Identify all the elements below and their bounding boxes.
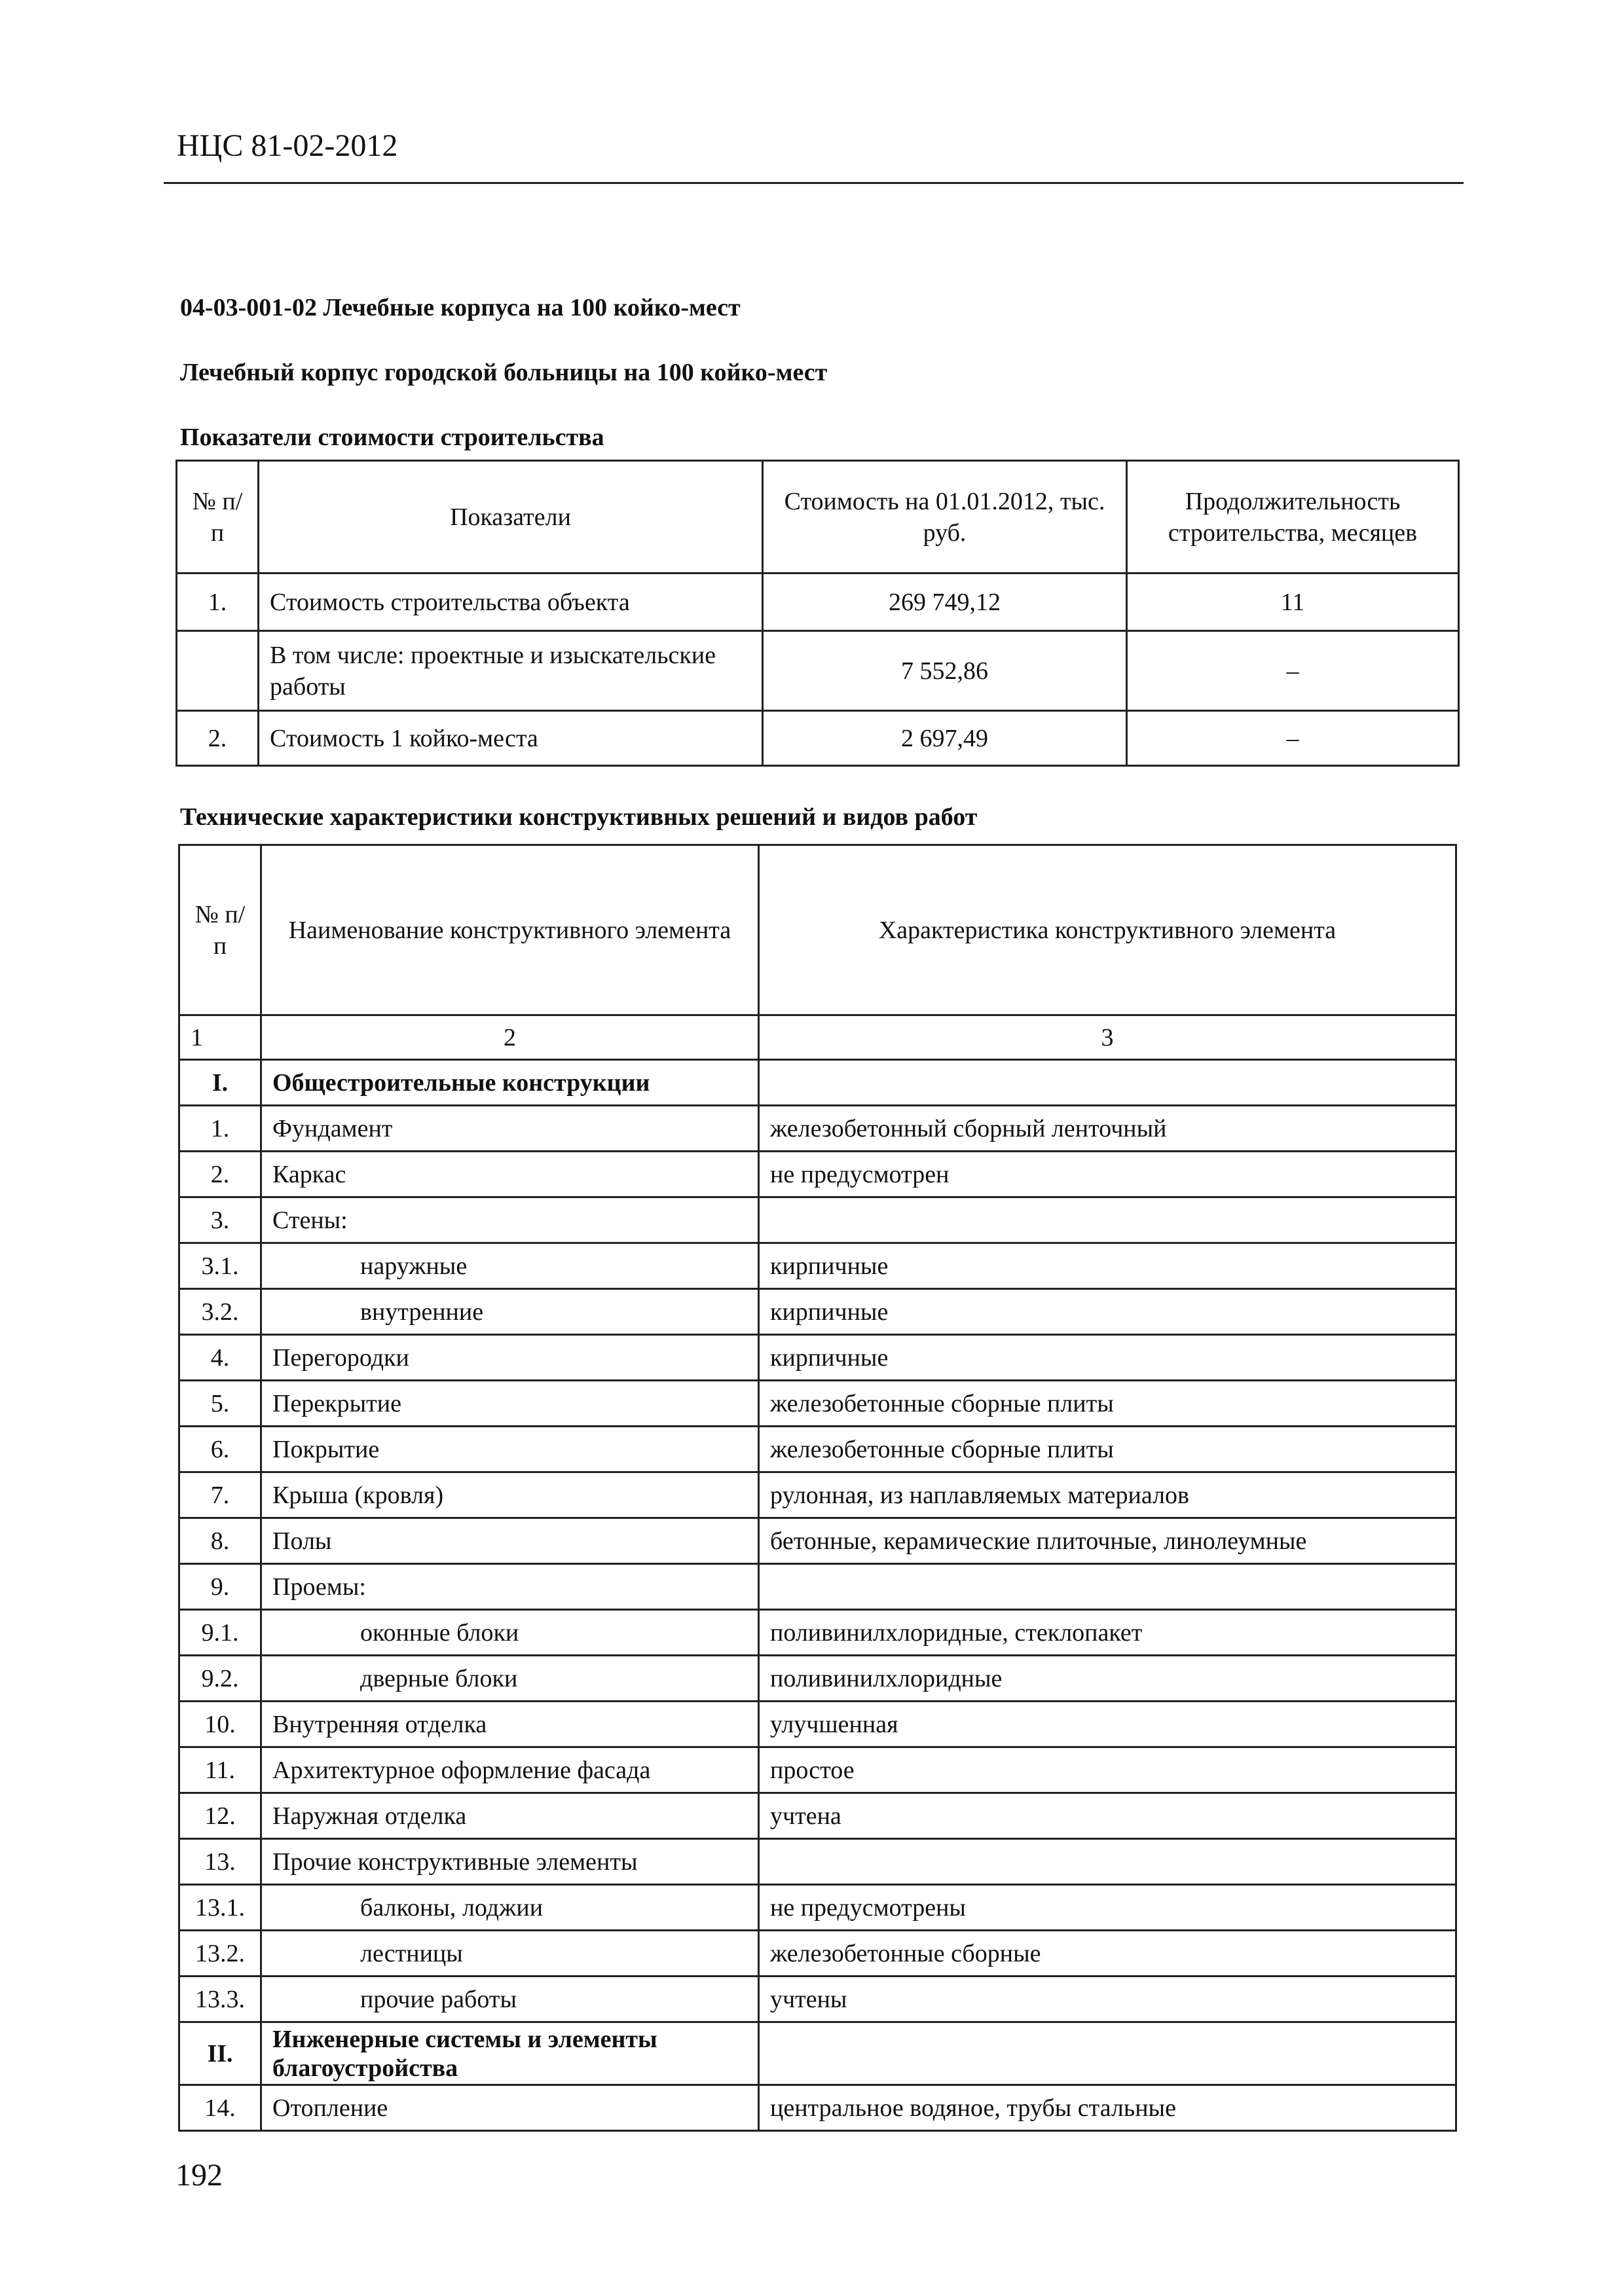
col-header-num: № п/п	[179, 845, 261, 1015]
row-indicator: Стоимость 1 койко-места	[259, 711, 763, 766]
table-row	[177, 574, 1459, 631]
row-name: оконные блоки	[261, 1610, 759, 1656]
row-value: железобетонный сборный ленточный	[759, 1106, 1456, 1152]
cost-heading: Показатели стоимости строительства	[180, 424, 604, 451]
table-row	[179, 1472, 1456, 1518]
row-num: 13.3.	[179, 1977, 261, 2022]
row-cost: 2 697,49	[763, 711, 1127, 766]
row-value: бетонные, керамические плиточные, линолеумные	[759, 1518, 1456, 1564]
table-row	[179, 1197, 1456, 1243]
col-header-cost: Стоимость на 01.01.2012, тыс. руб.	[763, 461, 1127, 574]
row-num: 4.	[179, 1335, 261, 1381]
table-row	[179, 1839, 1456, 1885]
row-name: Общестроительные конструкции	[261, 1060, 759, 1106]
row-value: кирпичные	[759, 1335, 1456, 1381]
row-num: 9.2.	[179, 1656, 261, 1702]
row-num: 9.1.	[179, 1610, 261, 1656]
row-value: рулонная, из наплавляемых материалов	[759, 1472, 1456, 1518]
table-row	[177, 711, 1459, 766]
row-num: 14.	[179, 2085, 261, 2131]
table-row	[179, 2085, 1456, 2131]
row-num: 12.	[179, 1793, 261, 1839]
col-number: 1	[179, 1015, 261, 1060]
row-cost: 7 552,86	[763, 631, 1127, 711]
row-num: 11.	[179, 1747, 261, 1793]
row-num: 9.	[179, 1564, 261, 1610]
table-row	[179, 1656, 1456, 1702]
row-num: 7.	[179, 1472, 261, 1518]
row-value: улучшенная	[759, 1702, 1456, 1747]
tech-table-header-row	[179, 845, 1456, 1015]
column-number-row	[179, 1015, 1456, 1060]
row-name: наружные	[261, 1243, 759, 1289]
row-num: 3.1.	[179, 1243, 261, 1289]
header-divider	[164, 182, 1464, 184]
col-header-name: Наименование конструктивного элемента	[261, 845, 759, 1015]
row-value	[759, 1839, 1456, 1885]
row-name: Проемы:	[261, 1564, 759, 1610]
table-row	[179, 1977, 1456, 2022]
row-value: кирпичные	[759, 1243, 1456, 1289]
row-num: 8.	[179, 1518, 261, 1564]
row-name: Архитектурное оформление фасада	[261, 1747, 759, 1793]
row-value: не предусмотрен	[759, 1152, 1456, 1197]
table-row	[177, 631, 1459, 711]
row-name: Стены:	[261, 1197, 759, 1243]
row-num: 13.	[179, 1839, 261, 1885]
row-name: дверные блоки	[261, 1656, 759, 1702]
col-header-duration: Продолжительность строительства, месяцев	[1127, 461, 1459, 574]
object-title: Лечебный корпус городской больницы на 100 койко-мест	[180, 359, 828, 386]
row-name: Отопление	[261, 2085, 759, 2131]
table-row	[179, 1518, 1456, 1564]
row-duration: –	[1127, 631, 1459, 711]
row-value: поливинилхлоридные	[759, 1656, 1456, 1702]
row-value	[759, 1060, 1456, 1106]
row-num: 2.	[177, 711, 259, 766]
row-name: Наружная отделка	[261, 1793, 759, 1839]
table-row	[179, 1060, 1456, 1106]
row-name: Покрытие	[261, 1427, 759, 1472]
col-number: 2	[261, 1015, 759, 1060]
row-num: 1.	[177, 574, 259, 631]
row-cost: 269 749,12	[763, 574, 1127, 631]
row-name: лестницы	[261, 1931, 759, 1977]
table-row	[179, 1793, 1456, 1839]
table-row	[179, 1610, 1456, 1656]
row-num: 2.	[179, 1152, 261, 1197]
col-header-indicator: Показатели	[259, 461, 763, 574]
row-value: простое	[759, 1747, 1456, 1793]
row-value: поливинилхлоридные, стеклопакет	[759, 1610, 1456, 1656]
row-name: Каркас	[261, 1152, 759, 1197]
row-num: 13.2.	[179, 1931, 261, 1977]
row-num: 3.2.	[179, 1289, 261, 1335]
row-name: прочие работы	[261, 1977, 759, 2022]
tech-heading: Технические характеристики конструктивных решений и видов работ	[180, 803, 978, 831]
row-num: 13.1.	[179, 1885, 261, 1931]
row-num: 1.	[179, 1106, 261, 1152]
col-number: 3	[759, 1015, 1456, 1060]
tech-characteristics-table	[178, 844, 1457, 2132]
page-number: 192	[175, 2158, 223, 2193]
row-num: II.	[179, 2022, 261, 2085]
table-row	[179, 1931, 1456, 1977]
row-num: I.	[179, 1060, 261, 1106]
table-row	[179, 1381, 1456, 1427]
row-name: Перегородки	[261, 1335, 759, 1381]
row-value: кирпичные	[759, 1289, 1456, 1335]
row-value: не предусмотрены	[759, 1885, 1456, 1931]
row-name: балконы, лоджии	[261, 1885, 759, 1931]
cost-table-header-row	[177, 461, 1459, 574]
row-num: 3.	[179, 1197, 261, 1243]
col-header-characteristic: Характеристика конструктивного элемента	[759, 845, 1456, 1015]
table-row	[179, 1106, 1456, 1152]
col-header-num: № п/п	[177, 461, 259, 574]
row-name: Прочие конструктивные элементы	[261, 1839, 759, 1885]
row-name: Внутренняя отделка	[261, 1702, 759, 1747]
row-name: внутренние	[261, 1289, 759, 1335]
section-title: 04-03-001-02 Лечебные корпуса на 100 койко-мест	[180, 294, 741, 321]
row-value: учтена	[759, 1793, 1456, 1839]
row-value: железобетонные сборные	[759, 1931, 1456, 1977]
row-value: железобетонные сборные плиты	[759, 1427, 1456, 1472]
row-value: железобетонные сборные плиты	[759, 1381, 1456, 1427]
row-name: Полы	[261, 1518, 759, 1564]
row-num: 5.	[179, 1381, 261, 1427]
table-row	[179, 2022, 1456, 2085]
table-row	[179, 1335, 1456, 1381]
document-code: НЦС 81-02-2012	[177, 128, 398, 163]
table-row	[179, 1885, 1456, 1931]
row-name: Инженерные системы и элементы благоустройства	[261, 2022, 759, 2085]
row-value	[759, 1197, 1456, 1243]
table-row	[179, 1152, 1456, 1197]
row-value	[759, 2022, 1456, 2085]
row-name: Крыша (кровля)	[261, 1472, 759, 1518]
row-num: 10.	[179, 1702, 261, 1747]
row-num: 6.	[179, 1427, 261, 1472]
row-value	[759, 1564, 1456, 1610]
cost-indicators-table	[175, 460, 1460, 767]
row-num	[177, 631, 259, 711]
row-value: учтены	[759, 1977, 1456, 2022]
row-indicator: Стоимость строительства объекта	[259, 574, 763, 631]
row-name: Фундамент	[261, 1106, 759, 1152]
table-row	[179, 1243, 1456, 1289]
table-row	[179, 1702, 1456, 1747]
table-row	[179, 1289, 1456, 1335]
table-row	[179, 1564, 1456, 1610]
row-indicator: В том числе: проектные и изыскательские работы	[259, 631, 763, 711]
table-row	[179, 1427, 1456, 1472]
row-duration: 11	[1127, 574, 1459, 631]
row-name: Перекрытие	[261, 1381, 759, 1427]
row-value: центральное водяное, трубы стальные	[759, 2085, 1456, 2131]
row-duration: –	[1127, 711, 1459, 766]
table-row	[179, 1747, 1456, 1793]
